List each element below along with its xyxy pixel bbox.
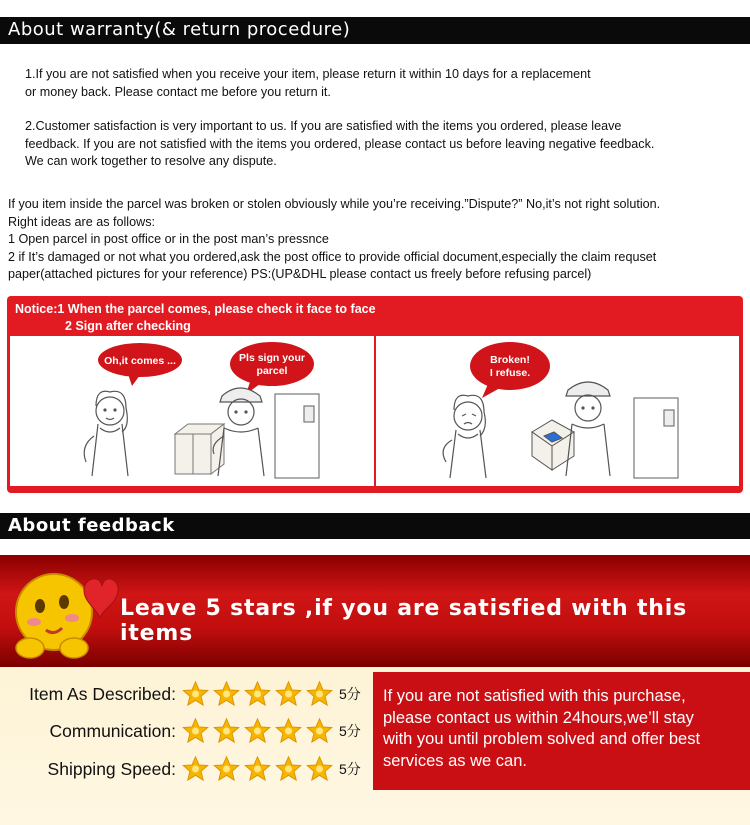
text-line: 1.If you are not satisfied when you receive your item, please return it within 10 days for a replacement (25, 67, 591, 81)
star-icon (273, 755, 304, 783)
rating-row-item-described (4, 679, 361, 709)
star-icon (304, 717, 335, 745)
star-rating (180, 755, 335, 783)
feedback-heading: About feedback (0, 513, 750, 539)
warranty-heading: About warranty(& return procedure) (0, 17, 750, 44)
bubble-text: Broken! (490, 354, 530, 366)
notice-title-line-1: Notice:1 When the parcel comes, please check it face to face (15, 302, 376, 316)
star-icon (211, 755, 242, 783)
star-icon (180, 755, 211, 783)
star-icon (180, 680, 211, 708)
rating-label: Communication: (49, 720, 176, 741)
text-line: services as we can. (383, 751, 527, 770)
text-line: Right ideas are as follows: (8, 214, 155, 229)
text-line: or money back. Please contact me before you return it. (25, 84, 331, 99)
smiley-heart-icon (10, 560, 122, 666)
door (634, 398, 678, 478)
refusal-scene-illustration (376, 336, 739, 486)
text-line: If you item inside the parcel was broken or stolen obviously while you’re receiving.”Dispute?” No,it’s not right solution. (8, 197, 661, 211)
banner-text: Leave 5 stars ,if you are satisfied with this items (120, 596, 687, 646)
rating-row-communication (4, 716, 361, 746)
warranty-point-1 (25, 66, 725, 101)
star-icon (242, 717, 273, 745)
notice-title-line-2: 2 Sign after checking (65, 319, 191, 333)
star-icon (304, 680, 335, 708)
star-icon (273, 680, 304, 708)
text-line: with you until problem solved and offer best (383, 730, 701, 748)
text-line: paper(attached pictures for your reference) PS:(UP&DHL please contact us freely before refusing parcel) (8, 267, 592, 281)
door (275, 394, 319, 478)
notice-panel (7, 296, 743, 493)
illustration-delivery (10, 336, 374, 486)
star-icon (242, 680, 273, 708)
star-icon (242, 755, 273, 783)
rating-label: Shipping Speed: (47, 758, 176, 779)
star-icon (304, 755, 335, 783)
bubble-text: Oh,it comes ... (104, 355, 176, 367)
text-line: 1 Open parcel in post office or in the post man’s pressnce (8, 232, 329, 246)
rating-row-shipping-speed (4, 754, 361, 784)
rating-score: 5分 (339, 761, 361, 777)
text-line: feedback. If you are not satisfied with the items you ordered, please contact us before leaving negative feedback. (25, 136, 655, 151)
star-icon (180, 717, 211, 745)
illustration-refusal (376, 336, 739, 486)
speech-bubble (470, 342, 550, 390)
parcel-note (8, 196, 748, 284)
contact-notice-box (373, 672, 750, 790)
text-line: We can work together to resolve any dispute. (25, 154, 277, 168)
courier-figure (566, 382, 610, 476)
rating-score: 5分 (339, 686, 361, 702)
star-rating (180, 680, 335, 708)
text-line: please contact us within 24hours,we’ll stay (383, 708, 694, 727)
text-line: 2 if It’s damaged or not what you ordered,ask the post office to provide official document,especially the claim requset (8, 249, 657, 264)
rating-score: 5分 (339, 723, 361, 739)
notice-title (15, 301, 376, 335)
delivery-scene-illustration (10, 336, 374, 486)
woman-figure (443, 395, 486, 478)
bubble-text: parcel (256, 365, 288, 377)
text-line: 2.Customer satisfaction is very important to us. If you are satisfied with the items you ordered, please leave (25, 119, 622, 133)
text-line: If you are not satisfied with this purchase, (383, 687, 686, 705)
parcel-box (175, 424, 224, 474)
bubble-text: Pls sign your (239, 352, 305, 364)
star-rating (180, 717, 335, 745)
speech-bubble (230, 342, 314, 386)
warranty-point-2 (25, 118, 745, 171)
rating-label: Item As Described: (29, 683, 176, 704)
woman-figure (84, 391, 128, 476)
star-icon (211, 680, 242, 708)
star-icon (211, 717, 242, 745)
bubble-text: I refuse. (489, 367, 531, 379)
star-icon (273, 717, 304, 745)
